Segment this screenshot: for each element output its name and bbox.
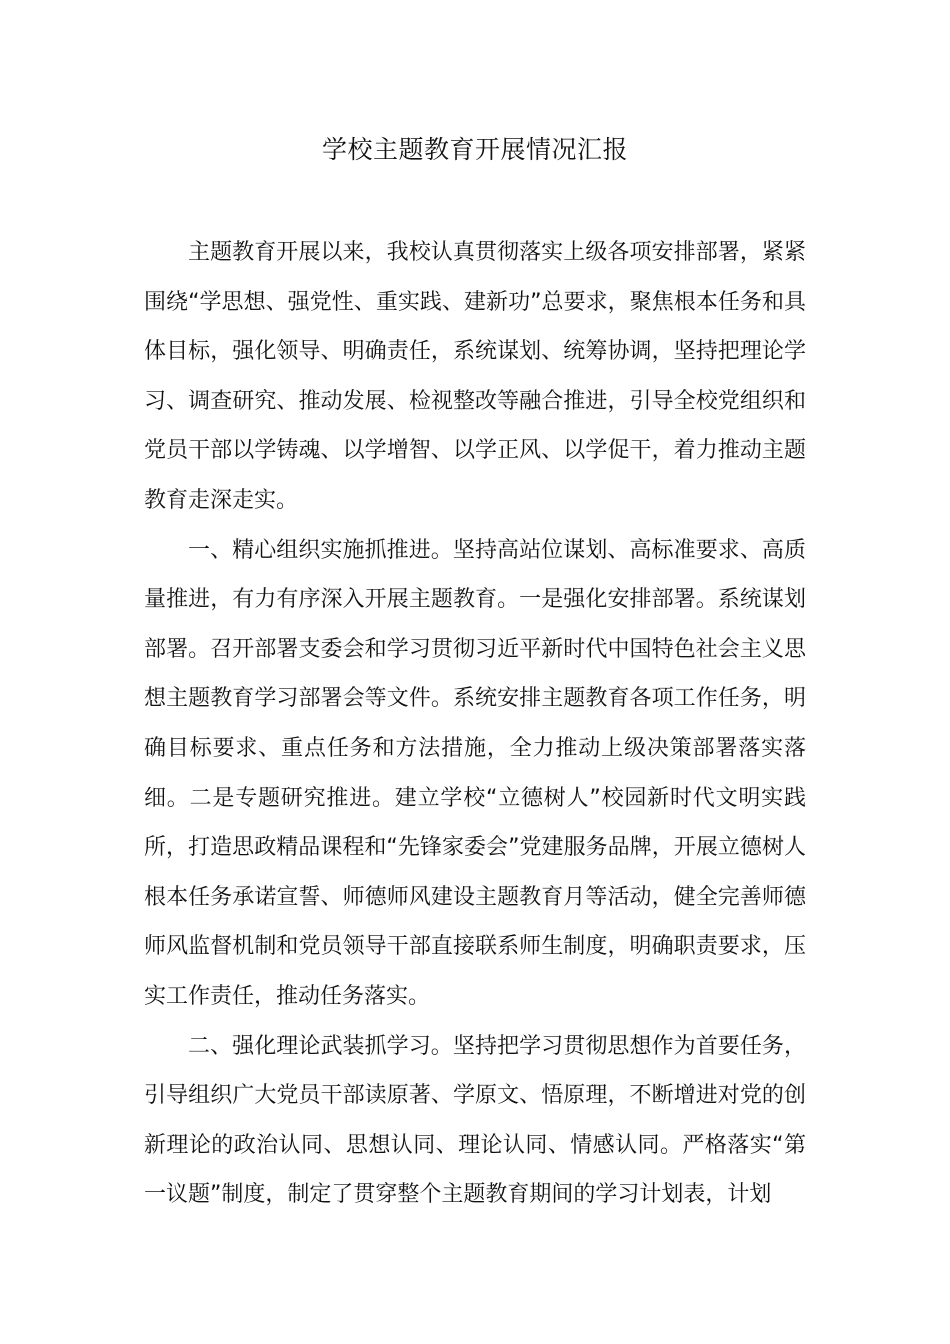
document-body	[144, 228, 806, 1220]
document-title: 学校主题教育开展情况汇报	[321, 135, 628, 164]
paragraph-section-one: 一、精心组织实施抓推进。坚持高站位谋划、高标准要求、高质量推进，有力有序深入开展主题教育。一是强化安排部署。系统谋划部署。召开部署支委会和学习贯彻习近平新时代中国特色社会主义思想主题教育学习部署会等文件。系统安排主题教育各项工作任务，明确目标要求、重点任务和方法措施，全力推动上级决策部署落实落细。二是专题研究推进。建立学校“立德树人”校园新时代文明实践所，打造思政精品课程和“先锋家委会”党建服务品牌，开展立德树人根本任务承诺宣誓、师德师风建设主题教育月等活动，健全完善师德师风监督机制和党员领导干部直接联系师生制度，明确职责要求，压实工作责任，推动任务落实。	[144, 537, 806, 1009]
paragraph-intro: 主题教育开展以来，我校认真贯彻落实上级各项安排部署，紧紧围绕“学思想、强党性、重实践、建新功”总要求，聚焦根本任务和具体目标，强化领导、明确责任，系统谋划、统筹协调，坚持把理论学习、调查研究、推动发展、检视整改等融合推进，引导全校党组织和党员干部以学铸魂、以学增智、以学正风、以学促干，着力推动主题教育走深走实。	[144, 240, 806, 513]
paragraph-section-two: 二、强化理论武装抓学习。坚持把学习贯彻思想作为首要任务，引导组织广大党员干部读原著、学原文、悟原理，不断增进对党的创新理论的政治认同、思想认同、理论认同、情感认同。严格落实“第一议题”制度，制定了贯穿整个主题教育期间的学习计划表，计划	[144, 1033, 806, 1208]
